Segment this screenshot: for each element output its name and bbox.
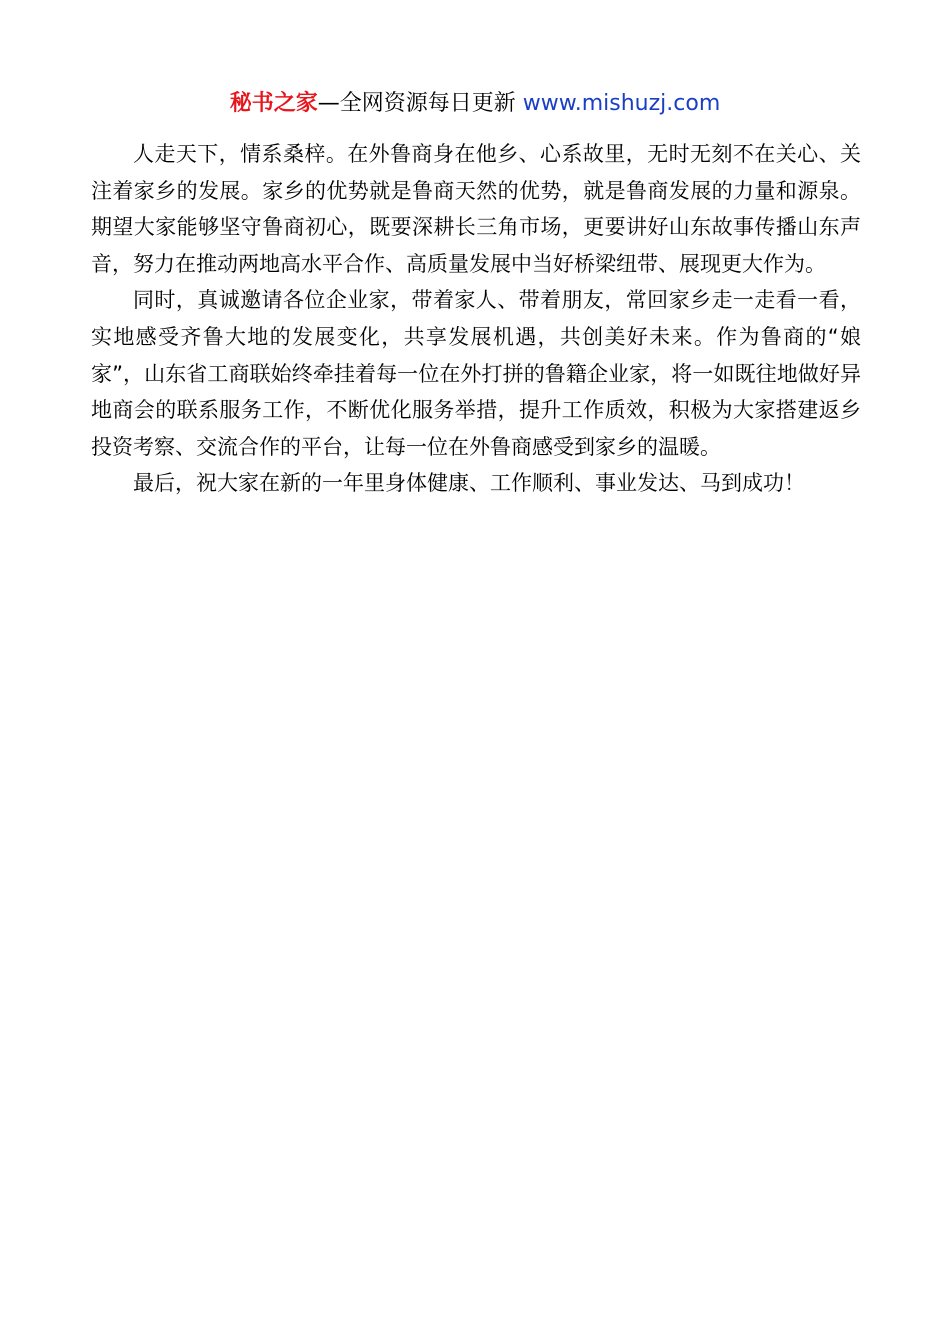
page-header (0, 88, 950, 120)
document-body (91, 136, 861, 502)
website-url[interactable]: www.mishuzj.com (522, 91, 721, 116)
brand-name: 秘书之家 (229, 91, 318, 116)
header-slogan: —全网资源每日更新 (317, 91, 523, 116)
paragraph: 最后，祝大家在新的一年里身体健康、工作顺利、事业发达、马到成功！ (133, 471, 805, 496)
paragraph: 同时，真诚邀请各位企业家，带着家人、带着朋友，常回家乡走一走看一看，实地感受齐鲁大地的发展变化，共享发展机遇，共创美好未来。作为鲁商的“娘家”，山东省工商联始终牵挂着每一位在外打拼的鲁籍企业家，将一如既往地做好异地商会的联系服务工作，不断优化服务举措，提升工作质效，积极为大家搭建返乡投资考察、交流合作的平台，让每一位在外鲁商感受到家乡的温暖。 (91, 288, 861, 459)
paragraph: 人走天下，情系桑梓。在外鲁商身在他乡、心系故里，无时无刻不在关心、关注着家乡的发展。家乡的优势就是鲁商天然的优势，就是鲁商发展的力量和源泉。期望大家能够坚守鲁商初心，既要深耕长三角市场，更要讲好山东故事传播山东声音，努力在推动两地高水平合作、高质量发展中当好桥梁纽带、展现更大作为。 (91, 142, 861, 276)
